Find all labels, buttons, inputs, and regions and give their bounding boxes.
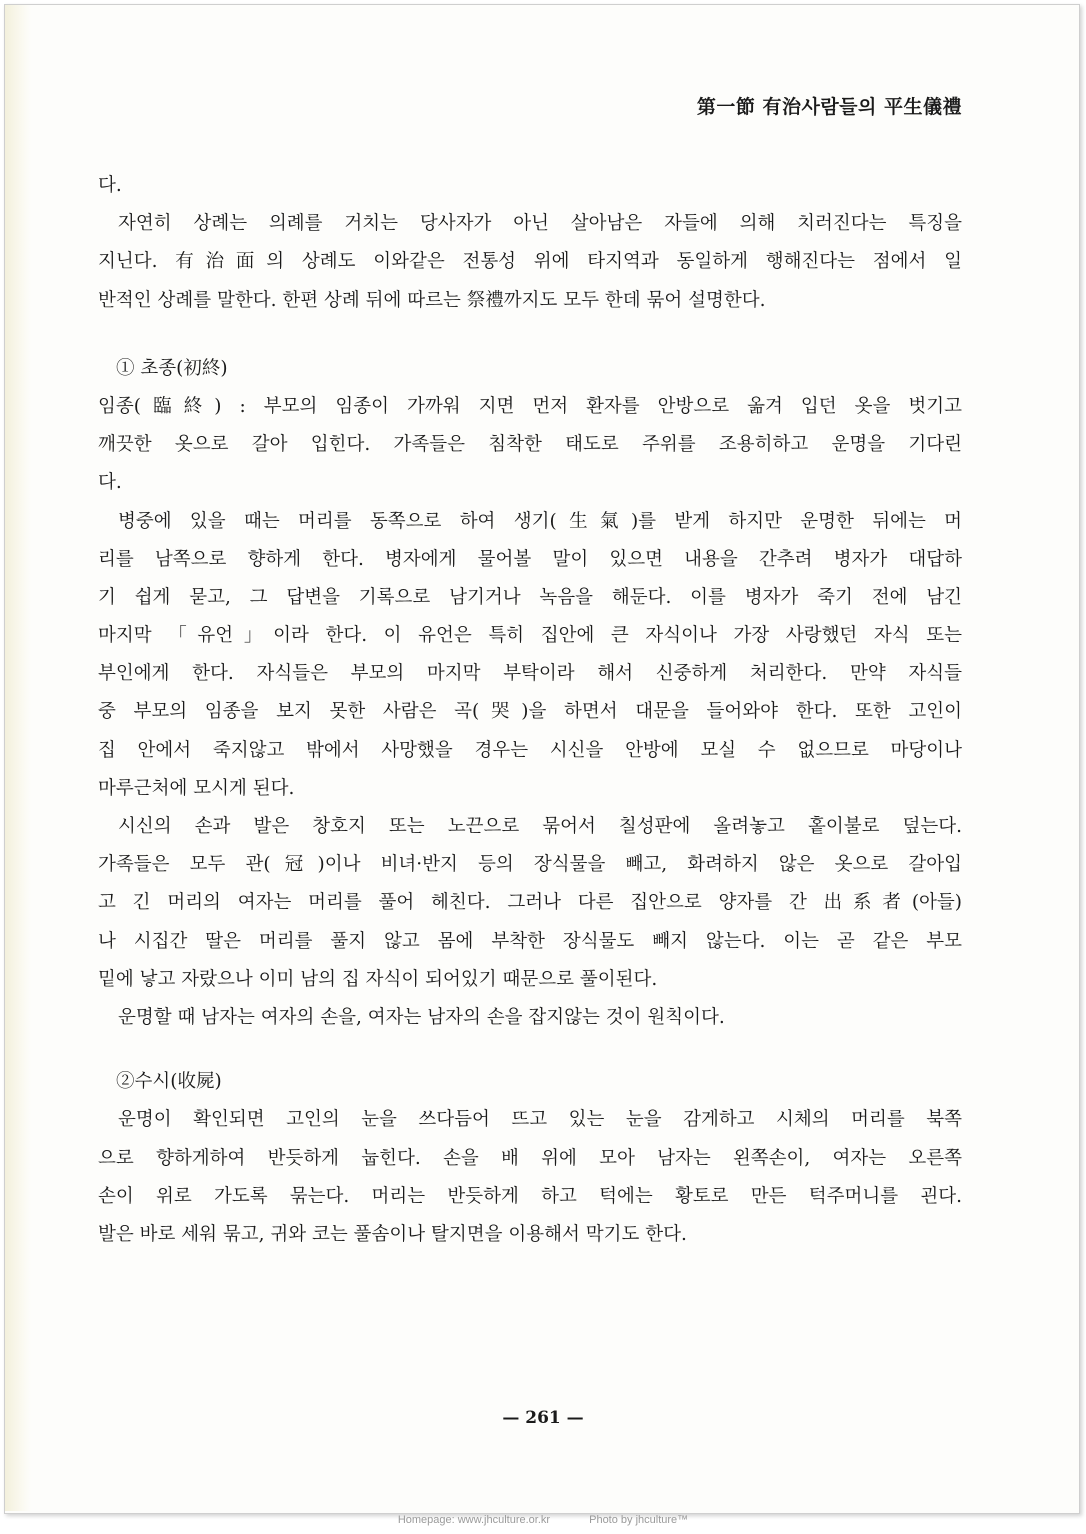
text-line: 시신의 손과 발은 창호지 또는 노끈으로 묶어서 칠성판에 올려놓고 홑이불로 덮는다.: [118, 816, 962, 837]
footer-photo-credit: Photo by jhculture™: [589, 1514, 689, 1526]
document-body: [98, 171, 962, 1258]
text-line: 고 긴 머리의 여자는 머리를 풀어 헤친다. 그러나 다른 집안으로 양자를 간 出系者(아들): [98, 892, 962, 914]
text-line: 병중에 있을 때는 머리를 동쪽으로 하여 생기(生氣)를 받게 하지만 운명한 뒤에는 머: [118, 510, 962, 532]
text-line: 가족들은 모두 관(冠)이나 비녀·반지 등의 장식물을 빼고, 화려하지 않은 옷으로 갈아입: [98, 854, 962, 876]
footer-credits: [0, 1514, 1086, 1526]
text-line: 다.: [98, 175, 122, 196]
text-line: 임종(臨終) : 부모의 임종이 가까워 지면 먼저 환자를 안방으로 옮겨 입던 옷을 벗기고: [98, 395, 962, 417]
spacer: [98, 324, 962, 354]
text-line: 운명할 때 남자는 여자의 손을, 여자는 남자의 손을 잡지않는 것이 원칙이다.: [118, 1006, 725, 1028]
page-binding-edge: [5, 5, 31, 1511]
text-line: 다.: [98, 472, 122, 494]
text-line: 기 쉽게 묻고, 그 답변을 기록으로 남기거나 녹음을 해둔다. 이를 병자가 죽기 전에 남긴: [98, 586, 962, 608]
text-line: 리를 남쪽으로 향하게 한다. 병자에게 물어볼 말이 있으면 내용을 간추려 병자가 대답하: [98, 548, 962, 570]
text-line: 중 부모의 임종을 보지 못한 사람은 곡(哭)을 하면서 대문을 들어와야 한다. 또한 고인이: [98, 701, 962, 723]
subsection-heading-chojong: ① 초종(初終): [116, 357, 228, 379]
footer-homepage: Homepage: www.jhculture.or.kr: [397, 1514, 551, 1526]
text-line: 깨끗한 옷으로 갈아 입힌다. 가족들은 침착한 태도로 주위를 조용히하고 운명을 기다린: [98, 434, 962, 456]
text-line: 반적인 상례를 말한다. 한편 상례 뒤에 따르는 祭禮까지도 모두 한데 묶어 설명한다.: [98, 289, 766, 311]
text-line: 으로 향하게하여 반듯하게 눕힌다. 손을 배 위에 모아 남자는 왼쪽손이, 여자는 오른쪽: [98, 1147, 962, 1169]
text-line: 집 안에서 죽지않고 밖에서 사망했을 경우는 시신을 안방에 모실 수 없으므로 마당이나: [98, 739, 962, 761]
page-number: — 261 —: [502, 1408, 584, 1428]
text-line: 나 시집간 딸은 머리를 풀지 않고 몸에 부착한 장식물도 빼지 않는다. 이는 곧 같은 부모: [98, 930, 962, 952]
text-line: 마지막 「유언」이라 한다. 이 유언은 특히 집안에 큰 자식이나 가장 사랑했던 자식 또는: [98, 625, 962, 647]
text-line: 발은 바로 세워 묶고, 귀와 코는 풀솜이나 탈지면을 이용해서 막기도 한다.: [98, 1223, 687, 1245]
text-line: 자연히 상례는 의례를 거치는 당사자가 아닌 살아남은 자들에 의해 치러진다는 특징을: [118, 213, 962, 235]
text-line: 부인에게 한다. 자식들은 부모의 마지막 부탁이라 해서 신중하게 처리한다. 만약 자식들: [98, 663, 962, 685]
text-line: 마루근처에 모시게 된다.: [98, 777, 295, 799]
text-line: 밑에 낳고 자랐으나 이미 남의 집 자식이 되어있기 때문으로 풀이된다.: [98, 968, 658, 990]
spacer: [98, 1041, 962, 1067]
text-line: 손이 위로 가도록 묶는다. 머리는 반듯하게 하고 턱에는 황토로 만든 턱주머니를 괸다.: [98, 1185, 962, 1207]
subsection-heading-susi: ②수시(收屍): [116, 1071, 222, 1093]
text-line: 운명이 확인되면 고인의 눈을 쓰다듬어 뜨고 있는 눈을 감게하고 시체의 머리를 북쪽: [118, 1109, 962, 1131]
section-header: 第一節 有治사람들의 平生儀禮: [696, 96, 962, 118]
text-line: 지닌다. 有治面의 상례도 이와같은 전통성 위에 타지역과 동일하게 행해진다는 점에서 일: [98, 251, 962, 273]
